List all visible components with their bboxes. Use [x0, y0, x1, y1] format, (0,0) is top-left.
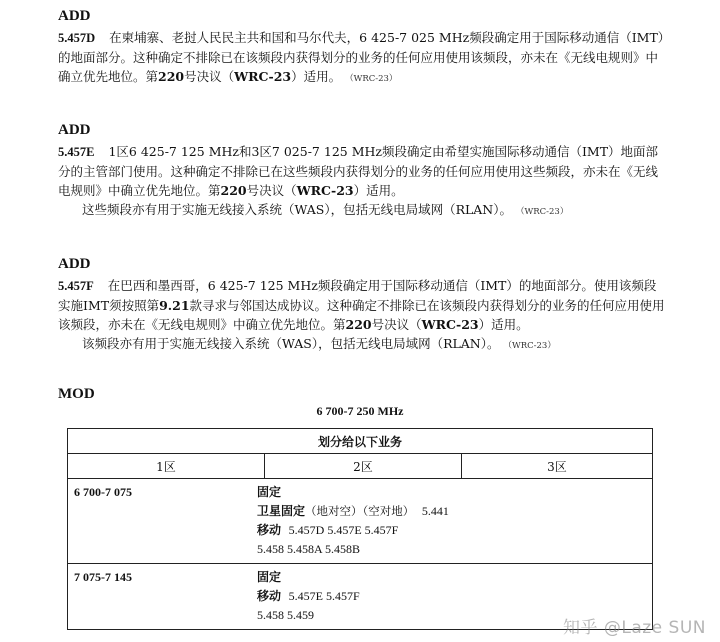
resolution-number: 220: [220, 183, 247, 198]
services-list: [257, 568, 360, 625]
wrc-bold: WRC-23: [234, 69, 292, 84]
fss-footnote: 5.441: [421, 504, 449, 518]
resolution-number: 220: [345, 317, 372, 332]
service-mobile: 移动: [257, 523, 282, 537]
provision-number: 5.457D: [58, 31, 96, 45]
allocation-table: [67, 428, 653, 630]
service-fss-line: [257, 502, 449, 521]
mobile-footnotes: 5.457E 5.457F: [288, 589, 360, 603]
service-mobile-line: [257, 587, 360, 606]
resolution-text: 号决议（: [184, 69, 235, 84]
provision-5457E: [58, 142, 668, 200]
region-2-header: 2区: [265, 454, 462, 479]
extra-text: 这些频段亦有用于实施无线接入系统（WAS），包括无线电局域网（RLAN）。: [82, 202, 512, 217]
wrc-bold: WRC-23: [421, 317, 479, 332]
wrc-note: （WRC-23）: [503, 341, 556, 351]
applies-text: ）适用。: [353, 183, 404, 198]
mod-section: [58, 386, 668, 406]
provision-5457F: [58, 276, 668, 334]
provision-extra: [58, 200, 668, 222]
mobile-footnotes: 5.457D 5.457E 5.457F: [288, 523, 399, 537]
resolution-number: 220: [158, 69, 185, 84]
section-5457F: [58, 256, 668, 356]
resolution-text: 号决议（: [246, 183, 297, 198]
provision-extra: [58, 334, 668, 356]
fss-direction-down: （空对地）: [362, 504, 415, 518]
band-footnotes: 5.458 5.459: [257, 608, 314, 622]
band-footnotes: 5.458 5.458A 5.458B: [257, 542, 361, 556]
resolution-text: 号决议（: [371, 317, 422, 332]
service-fss: 卫星固定: [257, 504, 306, 518]
add-tag: ADD: [58, 8, 91, 24]
provision-text-b: 款寻求与邻国达成协议。这种确定不排除已在该频段内获得划分的业务的任何应用使用该频段，亦未在《无线电规则》中确立优先地位。第: [58, 298, 665, 332]
wrc-bold: WRC-23: [296, 183, 354, 198]
provision-5457D: [58, 28, 668, 89]
table-row: [68, 479, 653, 564]
frequency-band-title: 6 700-7 250 MHz: [316, 404, 404, 418]
add-tag: ADD: [58, 256, 91, 272]
provision-number: 5.457E: [58, 145, 95, 159]
section-5457D: [58, 8, 668, 89]
service-mobile: 移动: [257, 589, 282, 603]
watermark: 知乎 @Laze SUN: [562, 618, 706, 638]
wrc-note: （WRC-23）: [515, 207, 569, 217]
applies-text: ）适用。: [291, 69, 342, 84]
region-3-header: 3区: [462, 454, 653, 479]
region-1-header: 1区: [68, 454, 265, 479]
band-range: 6 700-7 075: [74, 485, 132, 499]
add-tag: ADD: [58, 122, 91, 138]
service-fixed: 固定: [257, 570, 282, 584]
section-5457E: [58, 122, 668, 222]
band-range: 7 075-7 145: [74, 570, 132, 584]
services-list: [257, 483, 449, 559]
provision-number: 5.457F: [58, 279, 94, 293]
mod-tag: MOD: [58, 386, 95, 402]
extra-text: 该频段亦有用于实施无线接入系统（WAS），包括无线电局域网（RLAN）。: [82, 336, 500, 351]
table-header: 划分给以下业务: [68, 429, 653, 454]
fss-direction-up: （地对空）: [305, 504, 363, 518]
wrc-note: （WRC-23）: [345, 74, 398, 84]
service-mobile-line: [257, 521, 449, 540]
applies-text: ）适用。: [478, 317, 529, 332]
provision-text-a: 在巴西和墨西哥，6 425-7 125 MHz频段确定用于国际移动通信（IMT）的地面部分。使用该频段实施IMT须按照第: [58, 278, 657, 313]
service-fixed: 固定: [257, 485, 282, 499]
provision-text: 1区6 425-7 125 MHz和3区7 025-7 125 MHz频段确定由希望实施国际移动通信（IMT）地面部分的主管部门使用。这种确定不排除已在这些频段内获得划分的业务的任何应用使用这些频段，亦未在《无线电规则》中确立优先地位。第: [58, 144, 659, 198]
article-number: 9.21: [159, 298, 190, 313]
provision-text: 在柬埔寨、老挝人民民主共和国和马尔代夫，6 425-7 025 MHz频段确定用于国际移动通信（IMT）的地面部分。这种确定不排除已在该频段内获得划分的业务的任何应用使用该频段，亦未在《无线电规则》中确立优先地位。第: [58, 30, 665, 84]
